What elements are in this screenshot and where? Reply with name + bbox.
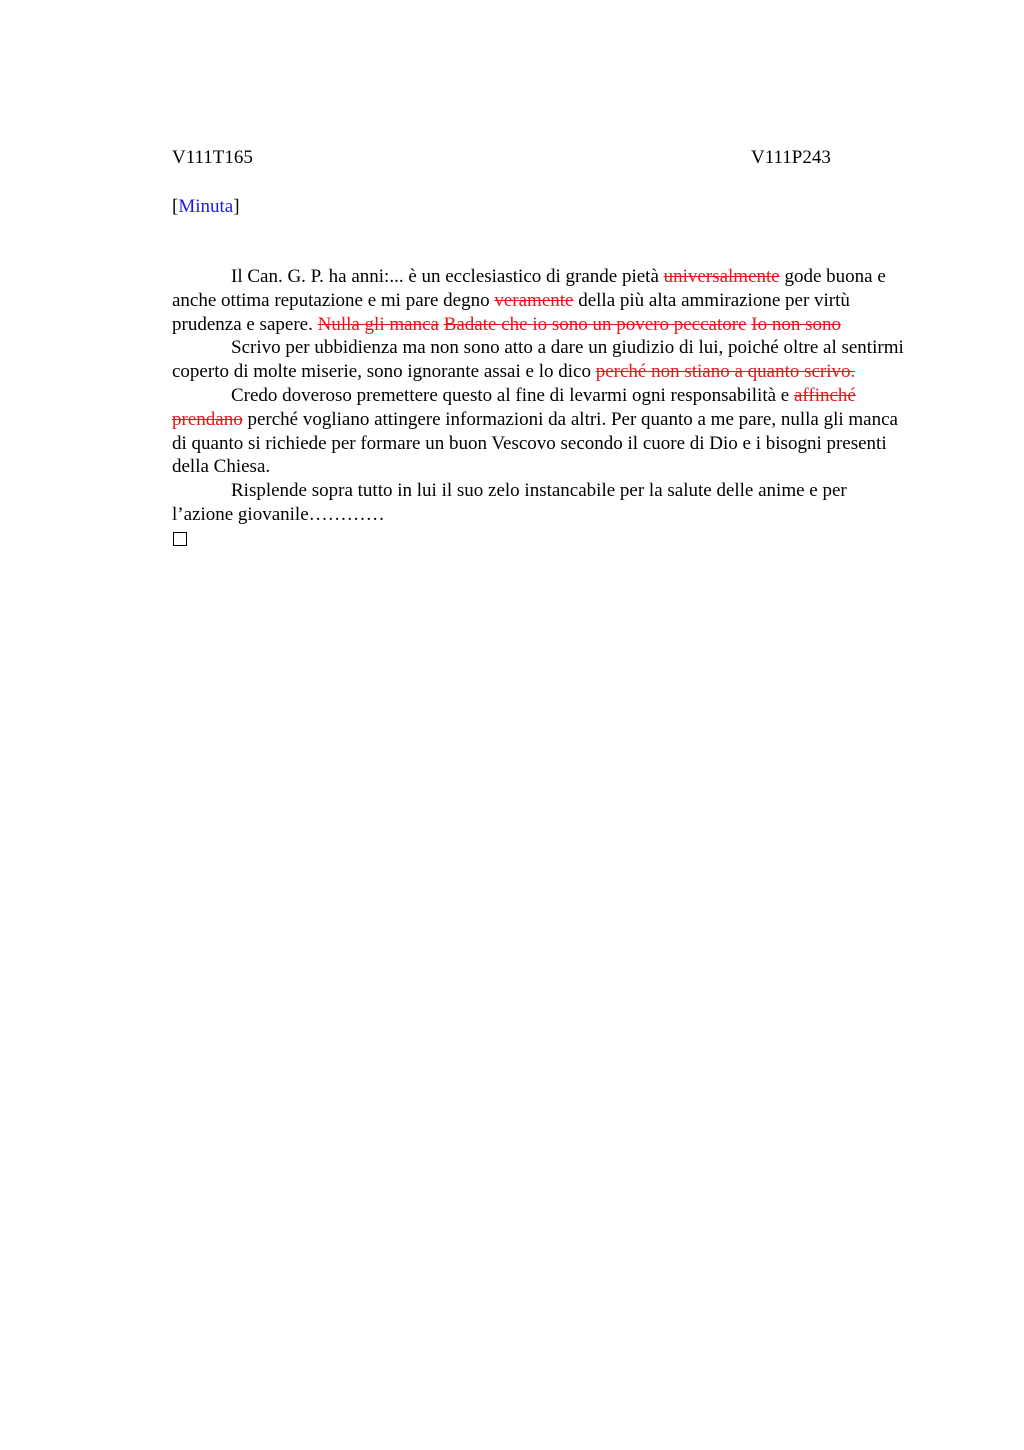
label-close-bracket: ]	[233, 196, 240, 217]
label-text: Minuta	[178, 196, 234, 217]
deleted-text: Badate che io sono un povero peccatore	[443, 313, 747, 335]
paragraph-text: perché vogliano attingere informazioni da altri. Per quanto a me pare, nulla gli manca di quanto si richiede per formare un buon Vescovo secondo il cuore di Dio e i bisogni presenti della Chiesa.	[172, 408, 898, 478]
deleted-text: veramente	[494, 289, 574, 311]
document-code-left: V111T165	[172, 147, 253, 168]
deleted-text: affinché prendano	[172, 384, 856, 430]
deleted-text: perché non stiano a quanto scrivo.	[595, 361, 856, 383]
deleted-text: universalmente	[663, 266, 780, 287]
letter-paragraph	[172, 479, 912, 527]
paragraph-text: gode buona e anche ottima reputazione e mi pare degno	[172, 266, 886, 311]
paragraph-text: Scrivo per ubbidienza ma non sono atto a dare un giudizio di lui, poiché oltre al sentirmi coperto di molte miserie, sono ignorante assai e lo dico	[172, 337, 904, 383]
end-mark-square-icon	[173, 532, 187, 546]
letter-paragraph	[172, 265, 912, 336]
label-open-bracket: [	[172, 196, 179, 217]
document-header	[172, 146, 912, 170]
deleted-text: Io non sono	[751, 313, 842, 335]
paragraph-text: Il Can. G. P. ha anni:... è un ecclesiastico di grande pietà	[231, 266, 664, 287]
page-content	[172, 0, 912, 1450]
paragraph-text: della più alta ammirazione per virtù prudenza e sapere.	[172, 289, 850, 335]
deleted-text: Nulla gli manca	[317, 313, 439, 335]
letter-paragraph	[172, 336, 912, 384]
paragraph-text: Risplende sopra tutto in lui il suo zelo instancabile per la salute delle anime e per l’azione giovanile…………	[172, 480, 847, 525]
document-code-right: V111P243	[751, 147, 831, 168]
letter-paragraph	[172, 384, 912, 479]
document-label	[172, 195, 240, 219]
letter-body	[172, 265, 912, 546]
paragraph-text: Credo doveroso premettere questo al fine di levarmi ogni responsabilità e	[231, 384, 794, 406]
